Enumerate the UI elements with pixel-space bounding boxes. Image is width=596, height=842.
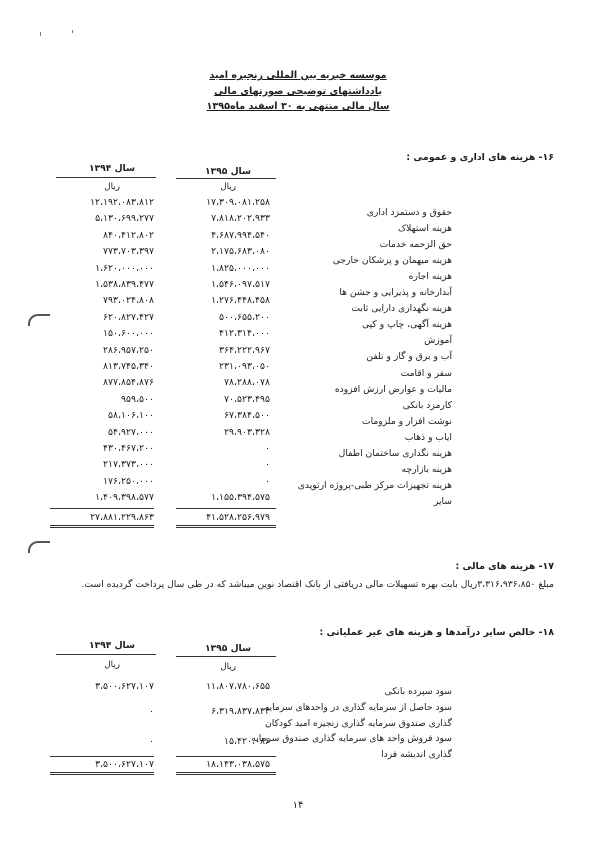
note18-unit-1394: ریال: [104, 660, 120, 670]
note18-title: ۱۸- خالص سایر درآمدها و هزینه های غیر عملیاتی :: [319, 627, 554, 638]
expense-value-1394: ۱،۴۰۹،۳۹۸،۵۷۷: [95, 492, 154, 503]
expense-value-1394: ۲۱۷،۳۷۳،۰۰۰: [103, 459, 154, 470]
expense-label: هزینه بازارچه: [401, 464, 452, 475]
note18-total-1395: ۱۸،۱۴۳،۰۳۸،۵۷۵: [206, 759, 270, 770]
note18-unit-1395: ریال: [220, 662, 236, 672]
expense-value-1394: ۸۱۳،۷۴۵،۳۴۰: [103, 361, 154, 372]
expense-label: سفر و اقامت: [400, 368, 452, 379]
expense-value-1394: ۵،۱۳۰،۶۹۹،۲۷۷: [95, 213, 154, 224]
expense-value-1394: ۱۷۶،۲۵۰،۰۰۰: [103, 476, 154, 487]
note18-total-1394: ۳،۵۰۰،۶۲۷،۱۰۷: [95, 759, 154, 770]
expense-value-1394: ۷۹۳،۰۲۴،۸۰۸: [103, 295, 154, 306]
note18-col-1395: سال ۱۳۹۵: [204, 643, 252, 654]
note16-total-1395: ۴۱،۵۲۸،۲۵۶،۹۷۹: [206, 512, 270, 523]
expense-value-1394: ۲۸۶،۹۵۷،۲۵۰: [103, 345, 154, 356]
note18-total-rule-top-1394: [50, 756, 154, 757]
note18-col-1395-rule: [176, 656, 276, 657]
page-number: ۱۴: [292, 800, 304, 811]
expense-label: آبدارخانه و پذیرایی و جشن ها: [339, 287, 452, 298]
expense-value-1394: ۵۴،۹۲۷،۰۰۰: [108, 427, 154, 438]
expense-value-1394: ۱،۵۳۸،۸۳۹،۴۷۷: [95, 279, 154, 290]
expense-value-1395: ۱،۸۲۵،۰۰۰،۰۰۰: [211, 263, 270, 274]
scan-mark: [40, 32, 41, 36]
period-line: سال مالی منتهی به ۳۰ اسفند ماه۱۳۹۵: [206, 101, 390, 112]
note16-unit-1394: ریال: [104, 182, 120, 192]
expense-value-1394: ۹۵۹،۵۰۰: [121, 394, 154, 405]
note16-unit-1395: ریال: [220, 182, 236, 192]
note16-total-1394: ۲۷،۸۸۱،۲۲۹،۸۶۳: [90, 512, 154, 523]
note16-col-1394-rule: [56, 177, 156, 178]
expense-label: ایاب و ذهاب: [404, 432, 452, 443]
income-label: سود فروش واحد های سرمایه گذاری صندوق سرمایه: [251, 733, 452, 744]
expense-label: مالیات و عوارض ارزش افزوده: [334, 384, 452, 395]
note16-subtotal-rule-1394: [50, 508, 154, 509]
expense-label: هزینه میهمان و پزشکان خارجی: [332, 255, 452, 266]
expense-value-1394: ۶۲۰،۸۲۷،۴۲۷: [103, 312, 154, 323]
expense-value-1395: ۲۳۱،۰۹۳،۰۵۰: [219, 361, 270, 372]
expense-value-1395: ۶۷،۳۸۴،۵۰۰: [224, 410, 270, 421]
org-title: موسسه خیریه بین المللی زنجیره امید: [209, 70, 387, 81]
income-label: گذاری صندوق سرمایه گذاری زنجیره امید کودکان: [265, 718, 452, 729]
income-value-1395: ۶،۳۱۹،۸۳۷،۸۳۴: [211, 706, 270, 717]
scan-mark: [72, 30, 73, 33]
note18-col-1394: سال ۱۳۹۴: [88, 640, 136, 651]
note16-col-1395: سال ۱۳۹۵: [204, 166, 252, 177]
expense-value-1394: ۷۷۳،۷۰۳،۳۹۷: [103, 246, 154, 257]
expense-value-1394: ۸۷۷،۸۵۴،۸۷۶: [103, 377, 154, 388]
expense-value-1395: ۱،۲۷۶،۴۴۸،۴۵۸: [211, 295, 270, 306]
expense-label: هزینه نگهداری دارایی ثابت: [351, 303, 452, 314]
expense-value-1395: ۱،۵۴۶،۰۹۷،۵۱۷: [211, 279, 270, 290]
note16-subtotal-rule-1395: [176, 508, 276, 509]
expense-value-1395: ۳۶۴،۲۲۲،۹۶۷: [219, 345, 270, 356]
income-label: سود سپرده بانکی: [384, 686, 452, 697]
expense-value-1394: ۸۴۰،۴۱۲،۸۰۲: [103, 230, 154, 241]
note18-total-rule-1395: [176, 772, 276, 775]
expense-value-1394: ۱۵۰،۶۰۰،۰۰۰: [103, 328, 154, 339]
expense-value-1395: ۴۱۲،۳۱۴،۰۰۰: [219, 328, 270, 339]
expense-label: آموزش: [424, 335, 452, 346]
note16-total-rule-1395: [176, 525, 276, 528]
expense-label: حق الزحمه خدمات: [379, 239, 452, 250]
expense-value-1395: ۰: [265, 443, 270, 454]
expense-label: سایر: [433, 496, 452, 507]
income-value-1395: ۱۵،۴۲۰،۰۸۶: [224, 736, 270, 747]
expense-value-1395: ۷۰،۵۲۳،۴۹۵: [224, 394, 270, 405]
expense-value-1395: ۰: [265, 459, 270, 470]
expense-value-1395: ۱،۱۵۵،۳۹۴،۵۷۵: [211, 492, 270, 503]
income-value-1395: ۱۱،۸۰۷،۷۸۰،۶۵۵: [206, 681, 270, 692]
income-value-1394: ۰: [149, 736, 154, 747]
expense-value-1394: ۱،۶۲۰،۰۰۰،۰۰۰: [95, 263, 154, 274]
doc-subtitle: یادداشتهای توضیحی صورتهای مالی: [214, 86, 382, 97]
income-label: سود حاصل از سرمایه گذاری در واحدهای سرمایه: [264, 702, 452, 713]
expense-label: هزینه آگهی، چاپ و کپی: [361, 319, 452, 330]
expense-label: نوشت افزار و ملزومات: [361, 416, 452, 427]
note17-body: مبلغ ۳،۳۱۶،۹۳۶،۸۵۰ریال بابت بهره تسهیلات مالی دریافتی از بانک اقتصاد نوین میباشد که در طی سال پرداخت گردیده است.: [81, 579, 554, 590]
income-value-1394: ۳،۵۰۰،۶۲۷،۱۰۷: [95, 681, 154, 692]
expense-label: هزینه نگداری ساختمان اطفال: [338, 448, 452, 459]
expense-value-1395: ۱۷،۳۰۹،۰۸۱،۲۵۸: [206, 197, 270, 208]
expense-label: آب و برق و گاز و تلفن: [366, 351, 452, 362]
note18-total-rule-top-1395: [176, 756, 276, 757]
expense-label: هزینه استهلاک: [397, 223, 452, 234]
note16-col-1394: سال ۱۳۹۴: [88, 163, 136, 174]
note18-col-1394-rule: [56, 654, 156, 655]
note17-title: ۱۷- هزینه های مالی :: [455, 561, 554, 572]
expense-value-1395: ۲،۱۷۵،۶۸۳،۰۸۰: [211, 246, 270, 257]
expense-value-1395: ۰: [265, 476, 270, 487]
expense-label: هزینه تجهیزات مرکز طبی-پروژه ارتوپدی: [297, 480, 452, 491]
punch-hole-mark: [28, 541, 50, 553]
expense-label: حقوق و دستمزد اداری: [366, 207, 452, 218]
note16-title: ۱۶- هزینه های اداری و عمومی :: [406, 152, 554, 163]
expense-value-1395: ۷،۸۱۸،۲۰۲،۹۳۳: [211, 213, 270, 224]
income-value-1394: ۰: [149, 706, 154, 717]
expense-value-1395: ۴،۶۸۷،۹۹۴،۵۴۰: [211, 230, 270, 241]
expense-label: هزینه اجاره: [408, 271, 452, 282]
expense-value-1395: ۷۸،۲۸۸،۰۷۸: [224, 377, 270, 388]
expense-value-1394: ۱۲،۱۹۲،۰۸۳،۸۱۲: [90, 197, 154, 208]
expense-value-1394: ۵۸،۱۰۶،۱۰۰: [108, 410, 154, 421]
expense-value-1394: ۴۳۰،۴۶۷،۲۰۰: [103, 443, 154, 454]
note18-total-rule-1394: [50, 772, 154, 775]
note16-total-rule-1394: [50, 525, 154, 528]
expense-label: کارمزد بانکی: [402, 400, 452, 411]
expense-value-1395: ۵۰۰،۶۵۵،۲۰۰: [219, 312, 270, 323]
note16-col-1395-rule: [176, 178, 276, 179]
income-label: گذاری اندیشه فردا: [381, 749, 452, 760]
expense-value-1395: ۲۹،۹۰۳،۳۲۸: [224, 427, 270, 438]
